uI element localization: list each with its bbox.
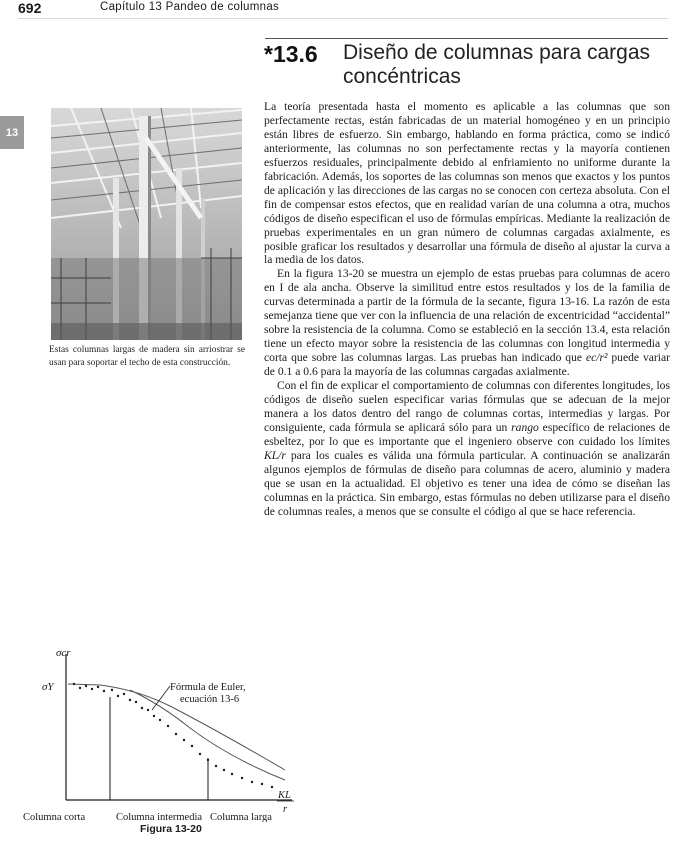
paragraph-2-text-b: puede variar de 0.1 a 0.6 para la mayoría de las columnas cargadas axialmente. [264, 351, 670, 379]
y-tick-label: σY [42, 681, 54, 693]
paragraph-2-text-a: En la figura 13-20 se muestra un ejemplo de estas pruebas para columnas de acero en I de ala ancha. Observe la similitud entre estos resultados y los de la familia de curvas determinada a partir de la fórmula de la secante, figura 13-16. La razón de esta semejanza tiene que ver con la influencia de una relación de excentricidad “accidental” sobre la resistencia de la columna. Como se estableció en la sección 13.4, esta relación tiene un efecto mayor sobre la resistencia de las columnas con longitud intermedia y corta que sobre las columnas largas. Las pruebas han indicado que [264, 267, 670, 365]
euler-label-line-2: ecuación 13-6 [180, 694, 240, 705]
upper-curve [68, 684, 285, 770]
section-rule [265, 38, 668, 39]
photo-caption: Estas columnas largas de madera sin arriostrar se usan para soportar el techo de esta construcción. [49, 345, 245, 368]
y-axis-label: σcr [56, 647, 71, 659]
paragraph-2 [264, 267, 670, 379]
paragraph-1: La teoría presentada hasta el momento es aplicable a las columnas que son perfectamente rectas, están fabricadas de un material homogéneo y en un principio están libres de esfuerzo. Sin embargo, hablando en forma práctica, como se indicó anteriormente, las columnas no son perfectamente rectas y la mayoría contienen esfuerzos residuales, principalmente debido al enfriamiento no uniforme durante la fabricación. Además, los soportes de las columnas son menos que exactos y los puntos de aplicación y las direcciones de las cargas no se conocen con certeza absoluta. Con el fin de compensar estos efectos, que en realidad varían de una columna a otra, muchos códigos de diseño especifican el uso de fórmulas empíricas. Mediante la realización de pruebas experimentales en un gran número de columnas cargadas axialmente, es posible graficar los resultados y desarrollar una fórmula de diseño al ajustar la curva a la media de los datos. [264, 100, 670, 267]
slenderness-ratio: KL/r [264, 448, 286, 462]
paragraph-3-text-b: específico de relaciones de esbeltez, por lo que es importante que el ingeniero observe con cuidado los límites [264, 420, 670, 448]
section-title: Diseño de columnas para cargas concéntricas [343, 41, 651, 88]
eccentricity-ratio: ec/r² [585, 351, 608, 365]
x-axis-label-denominator: r [283, 804, 288, 815]
photo-illustration [51, 108, 242, 340]
x-axis-label-numerator: KL [278, 790, 291, 801]
header-rule [18, 18, 668, 19]
page-number: 692 [18, 0, 42, 16]
figure-caption: Figura 13-20 [140, 823, 202, 835]
paragraph-3 [264, 379, 670, 519]
figure-plot [20, 642, 320, 822]
region-label-intermediate: Columna intermedia [116, 812, 203, 822]
euler-label-line-1: Fórmula de Euler, [170, 682, 246, 693]
paragraph-3-text-c: para los cuales es válida una fórmula particular. A continuación se analizarán algunos ejemplos de fórmulas de diseño para columnas de acero, aluminio y madera que se usan en la actualidad. El objetivo es tener una idea de cómo se diseñan las columnas en la práctica. Sin embargo, estas fórmulas no deben utilizarse para el diseño de columnas reales, a menos que se consulte el código al que se hace referencia. [264, 448, 670, 518]
figure-13-20 [20, 642, 320, 842]
region-label-long: Columna larga [210, 812, 272, 822]
photo-timber-columns [51, 108, 242, 340]
paragraph-3-text-a: Con el fin de explicar el comportamiento de columnas con diferentes longitudes, los códigos de diseño suelen especificar varias fórmulas que se adecuan de la mejor manera a los datos dentro del rango de columnas cortas, intermedias y largas. Por consiguiente, cada fórmula se aplicará sólo para un [264, 379, 670, 434]
euler-leader [152, 686, 170, 710]
running-header: Capítulo 13 Pandeo de columnas [100, 1, 280, 13]
region-label-short: Columna corta [23, 812, 86, 822]
body-text [264, 100, 670, 519]
rango-emphasis: rango [511, 420, 539, 434]
section-number: *13.6 [264, 41, 318, 67]
test-data-points [73, 683, 273, 788]
chapter-tab: 13 [0, 116, 24, 149]
